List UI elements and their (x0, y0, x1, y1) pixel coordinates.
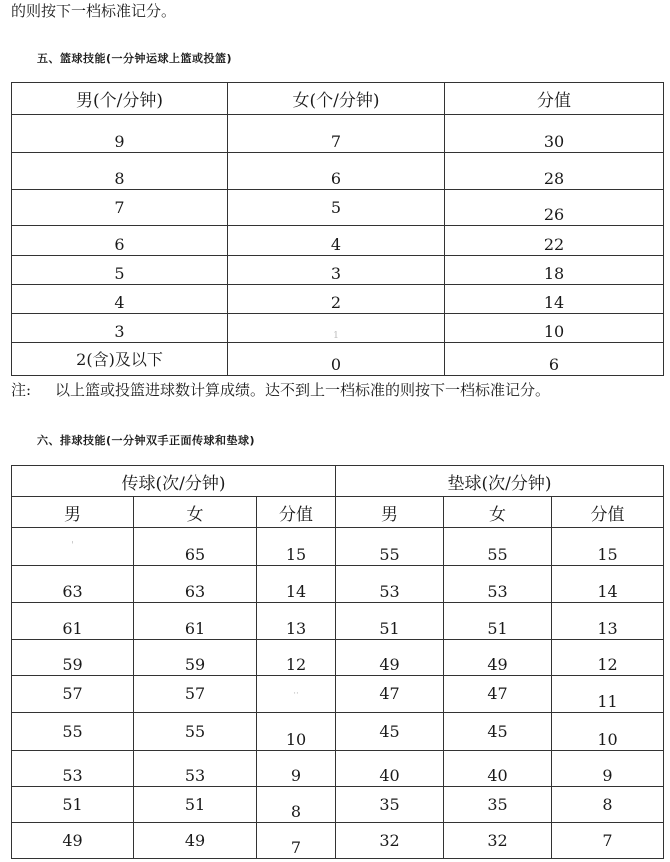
table-row (12, 823, 664, 859)
cell-dig-male: 53 (336, 566, 444, 603)
header-dig-score: 分值 (552, 497, 664, 528)
cell-pass-female: 57 (134, 676, 257, 713)
cell-pass-male: 63 (12, 566, 134, 603)
table-row (12, 751, 664, 787)
cell-male: 9 (12, 115, 228, 153)
cell-score: 28 (445, 153, 664, 190)
table-row (12, 713, 664, 751)
section-title-basketball: 五、篮球技能(一分钟运球上篮或投篮) (37, 52, 233, 65)
header-male: 男(个/分钟) (12, 83, 228, 115)
cell-dig-male: 47 (336, 676, 444, 713)
note-text: 以上篮或投篮进球数计算成绩。达不到上一档标准的则按下一档标准记分。 (55, 381, 551, 399)
header-dig: 垫球(次/分钟) (336, 466, 664, 497)
cell-dig-male: 55 (336, 528, 444, 566)
cell-pass-female: 55 (134, 713, 257, 751)
table-row (12, 226, 664, 256)
cell-female: 3 (228, 256, 445, 285)
table-header-row (12, 497, 664, 528)
cell-score: 10 (445, 314, 664, 343)
table-row (12, 787, 664, 823)
table-row (12, 285, 664, 314)
table-header-row (12, 83, 664, 115)
header-dig-female: 女 (444, 497, 552, 528)
cell-male: 8 (12, 153, 228, 190)
cell-pass-male: ' (12, 528, 134, 566)
cell-pass-score: 14 (257, 566, 336, 603)
cell-female: 5 (228, 190, 445, 226)
cell-male: 3 (12, 314, 228, 343)
cell-pass-male: 59 (12, 640, 134, 676)
cell-pass-female: 65 (134, 528, 257, 566)
cell-dig-female: 55 (444, 528, 552, 566)
cell-dig-score: 10 (552, 713, 664, 751)
cell-pass-female: 53 (134, 751, 257, 787)
header-pass-female: 女 (134, 497, 257, 528)
continued-text-line: 的则按下一档标准记分。 (11, 2, 177, 20)
cell-pass-score: 9 (257, 751, 336, 787)
table-row (12, 115, 664, 153)
basketball-score-table (11, 82, 664, 376)
table-group-header-row (12, 466, 664, 497)
cell-dig-female: 40 (444, 751, 552, 787)
cell-pass-male: 55 (12, 713, 134, 751)
cell-pass-male: 51 (12, 787, 134, 823)
cell-pass-score: 13 (257, 603, 336, 640)
cell-score: 26 (445, 190, 664, 226)
cell-dig-score: 9 (552, 751, 664, 787)
cell-dig-female: 32 (444, 823, 552, 859)
header-score: 分值 (445, 83, 664, 115)
cell-dig-male: 45 (336, 713, 444, 751)
cell-pass-male: 53 (12, 751, 134, 787)
section-title-volleyball: 六、排球技能(一分钟双手正面传球和垫球) (37, 434, 256, 447)
table-row (12, 190, 664, 226)
cell-female: 1 (228, 314, 445, 343)
cell-dig-score: 7 (552, 823, 664, 859)
cell-pass-female: 59 (134, 640, 257, 676)
cell-pass-score: 10 (257, 713, 336, 751)
cell-male: 4 (12, 285, 228, 314)
cell-female: 6 (228, 153, 445, 190)
cell-dig-female: 35 (444, 787, 552, 823)
cell-dig-male: 40 (336, 751, 444, 787)
table-row (12, 603, 664, 640)
table-row (12, 676, 664, 713)
cell-dig-male: 32 (336, 823, 444, 859)
cell-dig-score: 8 (552, 787, 664, 823)
table-row (12, 153, 664, 190)
header-female: 女(个/分钟) (228, 83, 445, 115)
cell-pass-female: 61 (134, 603, 257, 640)
cell-male: 5 (12, 256, 228, 285)
header-pass-male: 男 (12, 497, 134, 528)
cell-score: 18 (445, 256, 664, 285)
cell-pass-score: 7 (257, 823, 336, 859)
header-pass: 传球(次/分钟) (12, 466, 336, 497)
cell-pass-score: 12 (257, 640, 336, 676)
cell-dig-male: 49 (336, 640, 444, 676)
cell-pass-female: 63 (134, 566, 257, 603)
cell-male: 6 (12, 226, 228, 256)
cell-dig-score: 11 (552, 676, 664, 713)
cell-male: 2(含)及以下 (12, 343, 228, 376)
table-row (12, 566, 664, 603)
cell-score: 6 (445, 343, 664, 376)
cell-pass-male: 57 (12, 676, 134, 713)
cell-score: 30 (445, 115, 664, 153)
cell-dig-female: 49 (444, 640, 552, 676)
cell-dig-score: 13 (552, 603, 664, 640)
table-row (12, 640, 664, 676)
cell-dig-score: 12 (552, 640, 664, 676)
table-row (12, 314, 664, 343)
table-row (12, 528, 664, 566)
cell-pass-female: 51 (134, 787, 257, 823)
cell-female: 2 (228, 285, 445, 314)
cell-pass-male: 49 (12, 823, 134, 859)
cell-dig-female: 47 (444, 676, 552, 713)
cell-pass-score: ·· (257, 676, 336, 713)
cell-female: 4 (228, 226, 445, 256)
basketball-note (11, 379, 550, 400)
note-label: 注: (11, 381, 32, 399)
cell-pass-score: 8 (257, 787, 336, 823)
cell-female: 7 (228, 115, 445, 153)
table-row (12, 343, 664, 376)
cell-male: 7 (12, 190, 228, 226)
volleyball-score-table (11, 465, 664, 859)
cell-pass-female: 49 (134, 823, 257, 859)
header-dig-male: 男 (336, 497, 444, 528)
cell-score: 14 (445, 285, 664, 314)
cell-pass-male: 61 (12, 603, 134, 640)
cell-dig-female: 51 (444, 603, 552, 640)
cell-dig-score: 15 (552, 528, 664, 566)
cell-dig-male: 51 (336, 603, 444, 640)
cell-score: 22 (445, 226, 664, 256)
cell-dig-female: 45 (444, 713, 552, 751)
table-row (12, 256, 664, 285)
cell-pass-score: 15 (257, 528, 336, 566)
cell-dig-male: 35 (336, 787, 444, 823)
cell-dig-score: 14 (552, 566, 664, 603)
cell-female: 0 (228, 343, 445, 376)
header-pass-score: 分值 (257, 497, 336, 528)
cell-dig-female: 53 (444, 566, 552, 603)
